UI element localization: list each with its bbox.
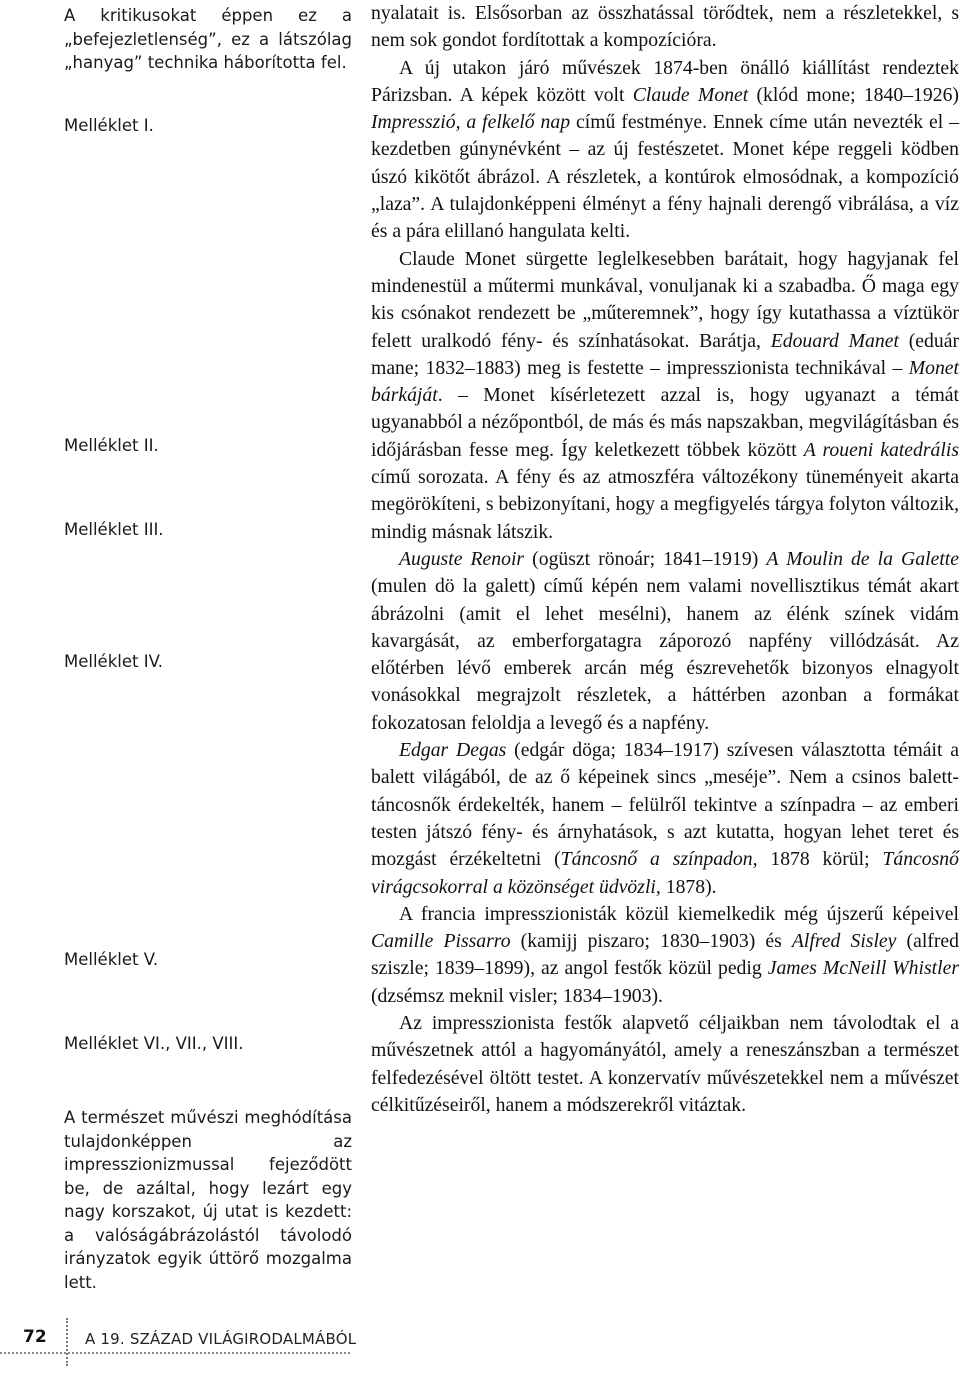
appendix-ref-5 xyxy=(64,948,352,972)
artwork-title: Impresszió, a felkelő nap xyxy=(371,111,571,134)
artwork-title: Monet bárkáját xyxy=(371,356,959,407)
paragraph-2: A új utakon járó művészek 1874-ben önálló kiállítást rendeztek Párizsban. A képek között volt Claude Monet (klód mone; 1840–1926) Impresszió, a felkelő nap című festménye. Ennek címe után nevezték el – kezdetben gúnynévként – az új festészetet. Monet képe reggeli ködben úszó kikötőt ábrázol. A részletek, a kontúrok elmosódnak, a kompozíció „laza”. A tulajdonképpeni élményt a fény hajnali derengő vibrálása, a víz és a pára elillanó hangulata kelti. xyxy=(371,56,959,243)
main-text-column xyxy=(371,0,959,1119)
artist-name: Edgar Degas xyxy=(399,739,507,762)
appendix-ref-3 xyxy=(64,518,352,542)
margin-note-top-text: A kritikusokat éppen ez a „befejezletlenség”, ez a látszólag „hanyag” technika háborította fel. xyxy=(64,6,352,72)
paragraph-6: A francia impresszionisták közül kiemelkedik még újszerű képeivel Camille Pissarro (kamijj piszaro; 1830–1903) és Alfred Sisley (alfred sziszle; 1839–1899), az angol festők közül pedig James McNeill Whistler (dzsémsz meknil visler; 1834–1903). xyxy=(371,902,959,1007)
artist-name: Claude Monet xyxy=(632,83,749,106)
artwork-title: Táncosnő a színpadon, xyxy=(560,848,758,871)
page-number: 72 xyxy=(23,1327,47,1347)
footer-vertical-rule xyxy=(66,1318,68,1366)
paragraph-1: nyalatait is. Elsősorban az összhatással törődtek, nem a részletekkel, s nem sok gondot fordítottak a kompozícióra. xyxy=(371,2,959,52)
appendix-ref-1 xyxy=(64,114,352,138)
appendix-ref-1-label: Melléklet I. xyxy=(64,116,154,135)
appendix-ref-5-label: Melléklet V. xyxy=(64,950,159,969)
appendix-ref-6-label: Melléklet VI., VII., VIII. xyxy=(64,1034,244,1053)
appendix-ref-2 xyxy=(64,434,352,458)
artwork-title: A roueni katedrális xyxy=(803,438,959,461)
artist-name: Edouard Manet xyxy=(770,329,899,352)
paragraph-7: Az impresszionista festők alapvető céljaikban nem távolodtak el a művészetnek attól a hagyományától, amely a reneszánszban a természet felfedezésével öltött testet. A konzervatív művészetekkel nem a művészet célkitűzéseiről, hanem a módszerekről vitáztak. xyxy=(371,1011,959,1116)
appendix-ref-4 xyxy=(64,650,352,674)
margin-note-bottom xyxy=(64,1106,352,1294)
running-head: A 19. SZÁZAD VILÁGIRODALMÁBÓL xyxy=(85,1330,357,1348)
artwork-title: A Moulin de la Galette xyxy=(766,547,960,570)
margin-note-top xyxy=(64,4,352,75)
artist-name: Auguste Renoir xyxy=(399,547,525,570)
appendix-ref-4-label: Melléklet IV. xyxy=(64,652,163,671)
paragraph-3: Claude Monet sürgette leglelkesebben barátait, hogy hagyjanak fel mindenestül a műtermi munkával, vonuljanak ki a szabadba. Ő maga egy kis csónakot rendezett be „műteremnek”, hogy így kutathassa a víztükör felett uralkodó fény- és színhatásokat. Barátja, Edouard Manet (eduár mane; 1832–1883) meg is festette – impresszionista technikával – Monet bárkáját. – Monet kísérletezett azzal is, hogy ugyanazt a témát ugyanabból a nézőpontból, de más és más napszakban, megvilágításban és időjárásban fesse meg. Így keletkezett többek között A roueni katedrális című sorozata. A fény és az atmoszféra változékony tüneményeit akarta megörökíteni, s bebizonyítani, hogy a megfigyelés tárgya folyton változik, mindig másnak látszik. xyxy=(371,247,959,543)
appendix-ref-2-label: Melléklet II. xyxy=(64,436,159,455)
paragraph-4: Auguste Renoir (ogüszt rönoár; 1841–1919) A Moulin de la Galette (mulen dö la galett) című képén nem valami novellisztikus témát akart ábrázolni (amit el lehet mesélni), hanem az élénk színek vidám kavargását, az emberforgatagra záporozó napfény villódzását. Az előtérben lévő emberek arcán még észrevehetők bizonyos elnagyolt vonásokkal megrajzolt részletek, a háttérben azonban a formákat fokozatosan feloldja a levegő és a napfény. xyxy=(371,547,960,734)
artist-name: Camille Pissarro xyxy=(371,930,511,953)
margin-note-bottom-text: A természet művészi meghódítása tulajdonképpen az impresszionizmussal fejeződött be, de azáltal, hogy lezárt egy nagy korszakot, új utat is kezdett: a valóságábrázolástól távolodó irányzatok egyik úttörő mozgalma lett. xyxy=(64,1108,352,1292)
footer-horizontal-rule xyxy=(0,1352,350,1354)
artwork-title: Táncosnő virágcsokorral a közönséget üdvözli, xyxy=(371,848,959,898)
paragraph-5: Edgar Degas (edgár döga; 1834–1917) szívesen választotta témáit a balett világából, de az ő képeinek sincs „meséje”. Nem a csinos balett-táncosnők érdekelték, hanem – felülről tekintve a színpadra – az emberi testen játszó fény- és árnyhatások, s azt kutatta, hogyan lehet teret és mozgást érzékeltetni (Táncosnő a színpadon, 1878 körül; Táncosnő virágcsokorral a közönséget üdvözli, 1878). xyxy=(371,739,959,898)
artist-name: Alfred Sisley xyxy=(791,930,897,953)
appendix-ref-6 xyxy=(64,1032,352,1056)
artist-name: James McNeill Whistler xyxy=(767,957,959,980)
appendix-ref-3-label: Melléklet III. xyxy=(64,520,164,539)
